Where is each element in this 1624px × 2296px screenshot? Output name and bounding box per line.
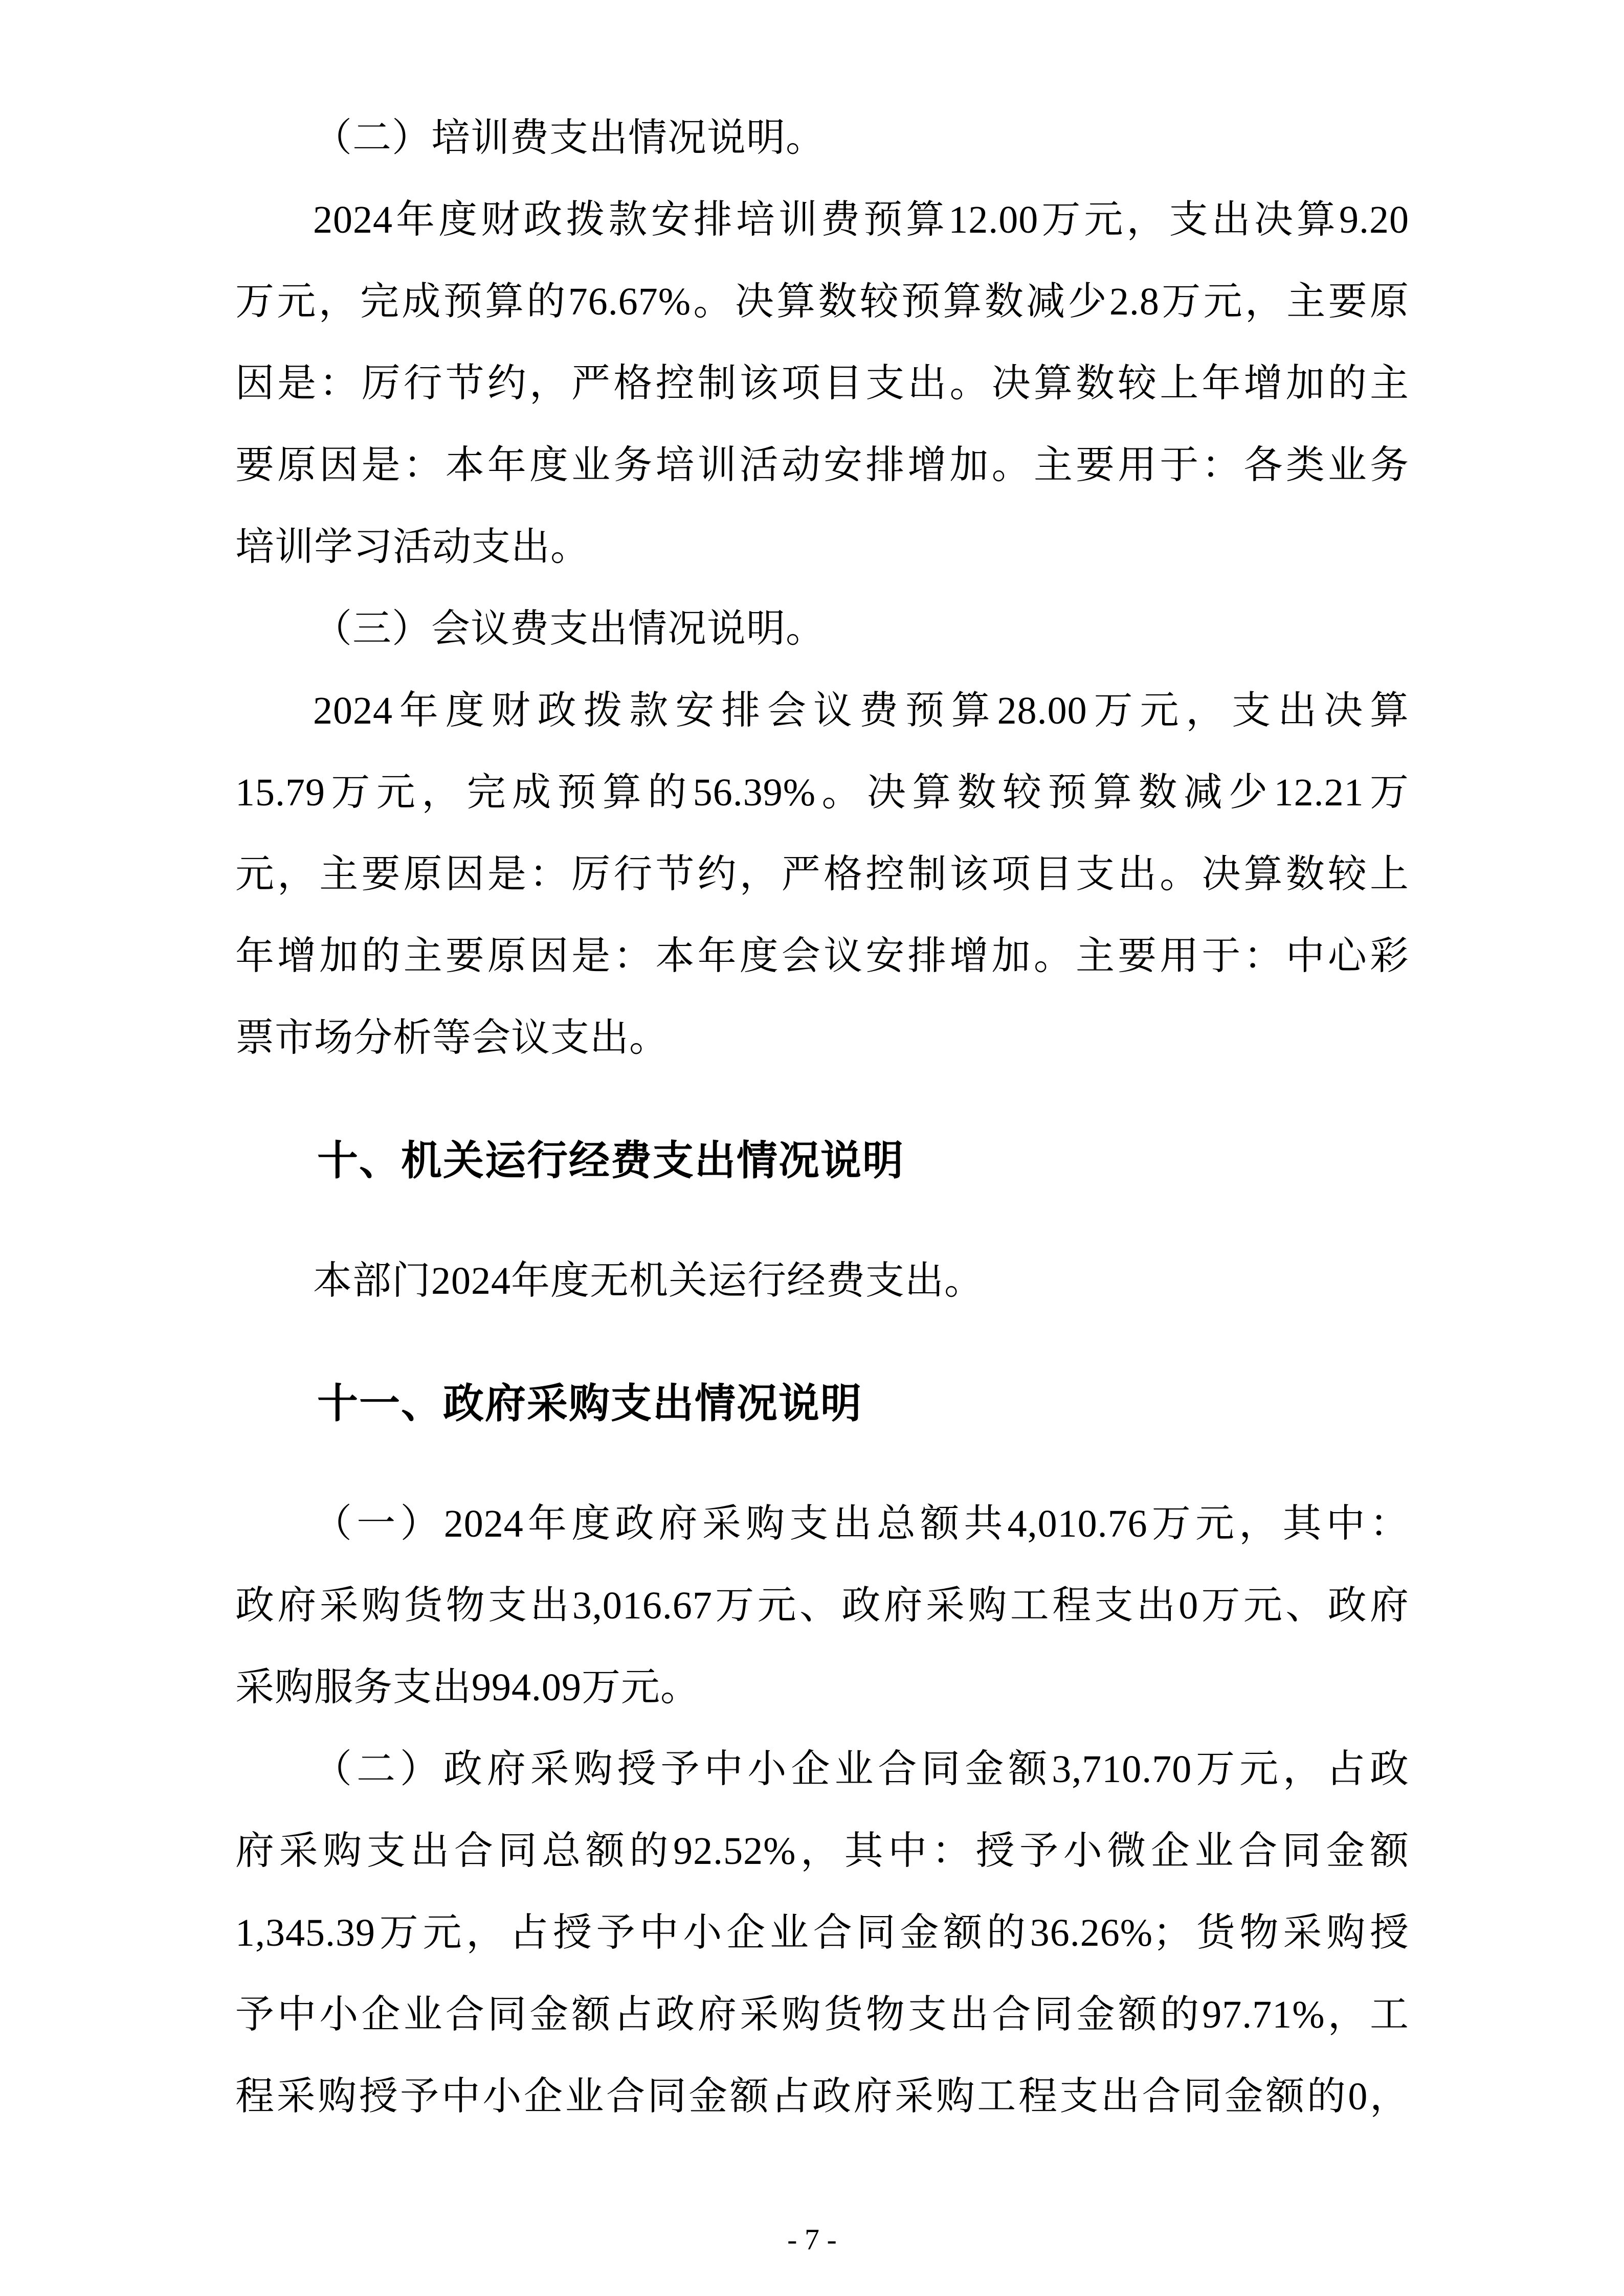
section-heading-government-procurement: 十一、政府采购支出情况说明 xyxy=(317,1381,862,1426)
paragraph-line: 予中小企业合同金额占政府采购货物支出合同金额的97.71%，工 xyxy=(235,1993,1409,2036)
paragraph-line: 政府采购货物支出3,016.67万元、政府采购工程支出0万元、政府 xyxy=(235,1584,1409,1627)
document-body xyxy=(235,97,1409,2137)
subsection-heading-training-fee: （二）培训费支出情况说明。 xyxy=(313,117,825,160)
paragraph-line: 年增加的主要原因是：本年度会议安排增加。主要用于：中心彩 xyxy=(235,935,1409,978)
paragraph-line: 因是：厉行节约，严格控制该项目支出。决算数较上年增加的主 xyxy=(235,362,1409,405)
paragraph-line: 本部门2024年度无机关运行经费支出。 xyxy=(313,1259,984,1302)
paragraph-line: 2024年度财政拨款安排培训费预算12.00万元，支出决算9.20 xyxy=(313,198,1409,241)
section-heading-operating-expenses: 十、机关运行经费支出情况说明 xyxy=(317,1138,904,1183)
paragraph-line: 1,345.39万元，占授予中小企业合同金额的36.26%；货物采购授 xyxy=(235,1911,1409,1954)
paragraph-line: 采购服务支出994.09万元。 xyxy=(235,1666,700,1709)
paragraph-line: 培训学习活动支出。 xyxy=(235,526,590,569)
paragraph-line: 票市场分析等会议支出。 xyxy=(235,1017,669,1060)
paragraph-line: 万元，完成预算的76.67%。决算数较预算数减少2.8万元，主要原 xyxy=(235,280,1409,323)
subsection-heading-meeting-fee: （三）会议费支出情况说明。 xyxy=(313,607,825,650)
paragraph-line: （一）2024年度政府采购支出总额共4,010.76万元，其中： xyxy=(313,1502,1409,1545)
paragraph-line: 程采购授予中小企业合同金额占政府采购工程支出合同金额的0， xyxy=(235,2075,1409,2118)
paragraph-line: 15.79万元，完成预算的56.39%。决算数较预算数减少12.21万 xyxy=(235,771,1409,814)
paragraph-line: 府采购支出合同总额的92.52%，其中：授予小微企业合同金额 xyxy=(235,1830,1409,1873)
paragraph-line: 要原因是：本年度业务培训活动安排增加。主要用于：各类业务 xyxy=(235,444,1409,487)
paragraph-line: （二）政府采购授予中小企业合同金额3,710.70万元，占政 xyxy=(313,1748,1409,1791)
paragraph-line: 2024年度财政拨款安排会议费预算28.00万元，支出决算 xyxy=(313,689,1409,732)
page-number: - 7 - xyxy=(787,2223,837,2256)
paragraph-line: 元，主要原因是：厉行节约，严格控制该项目支出。决算数较上 xyxy=(235,853,1409,896)
